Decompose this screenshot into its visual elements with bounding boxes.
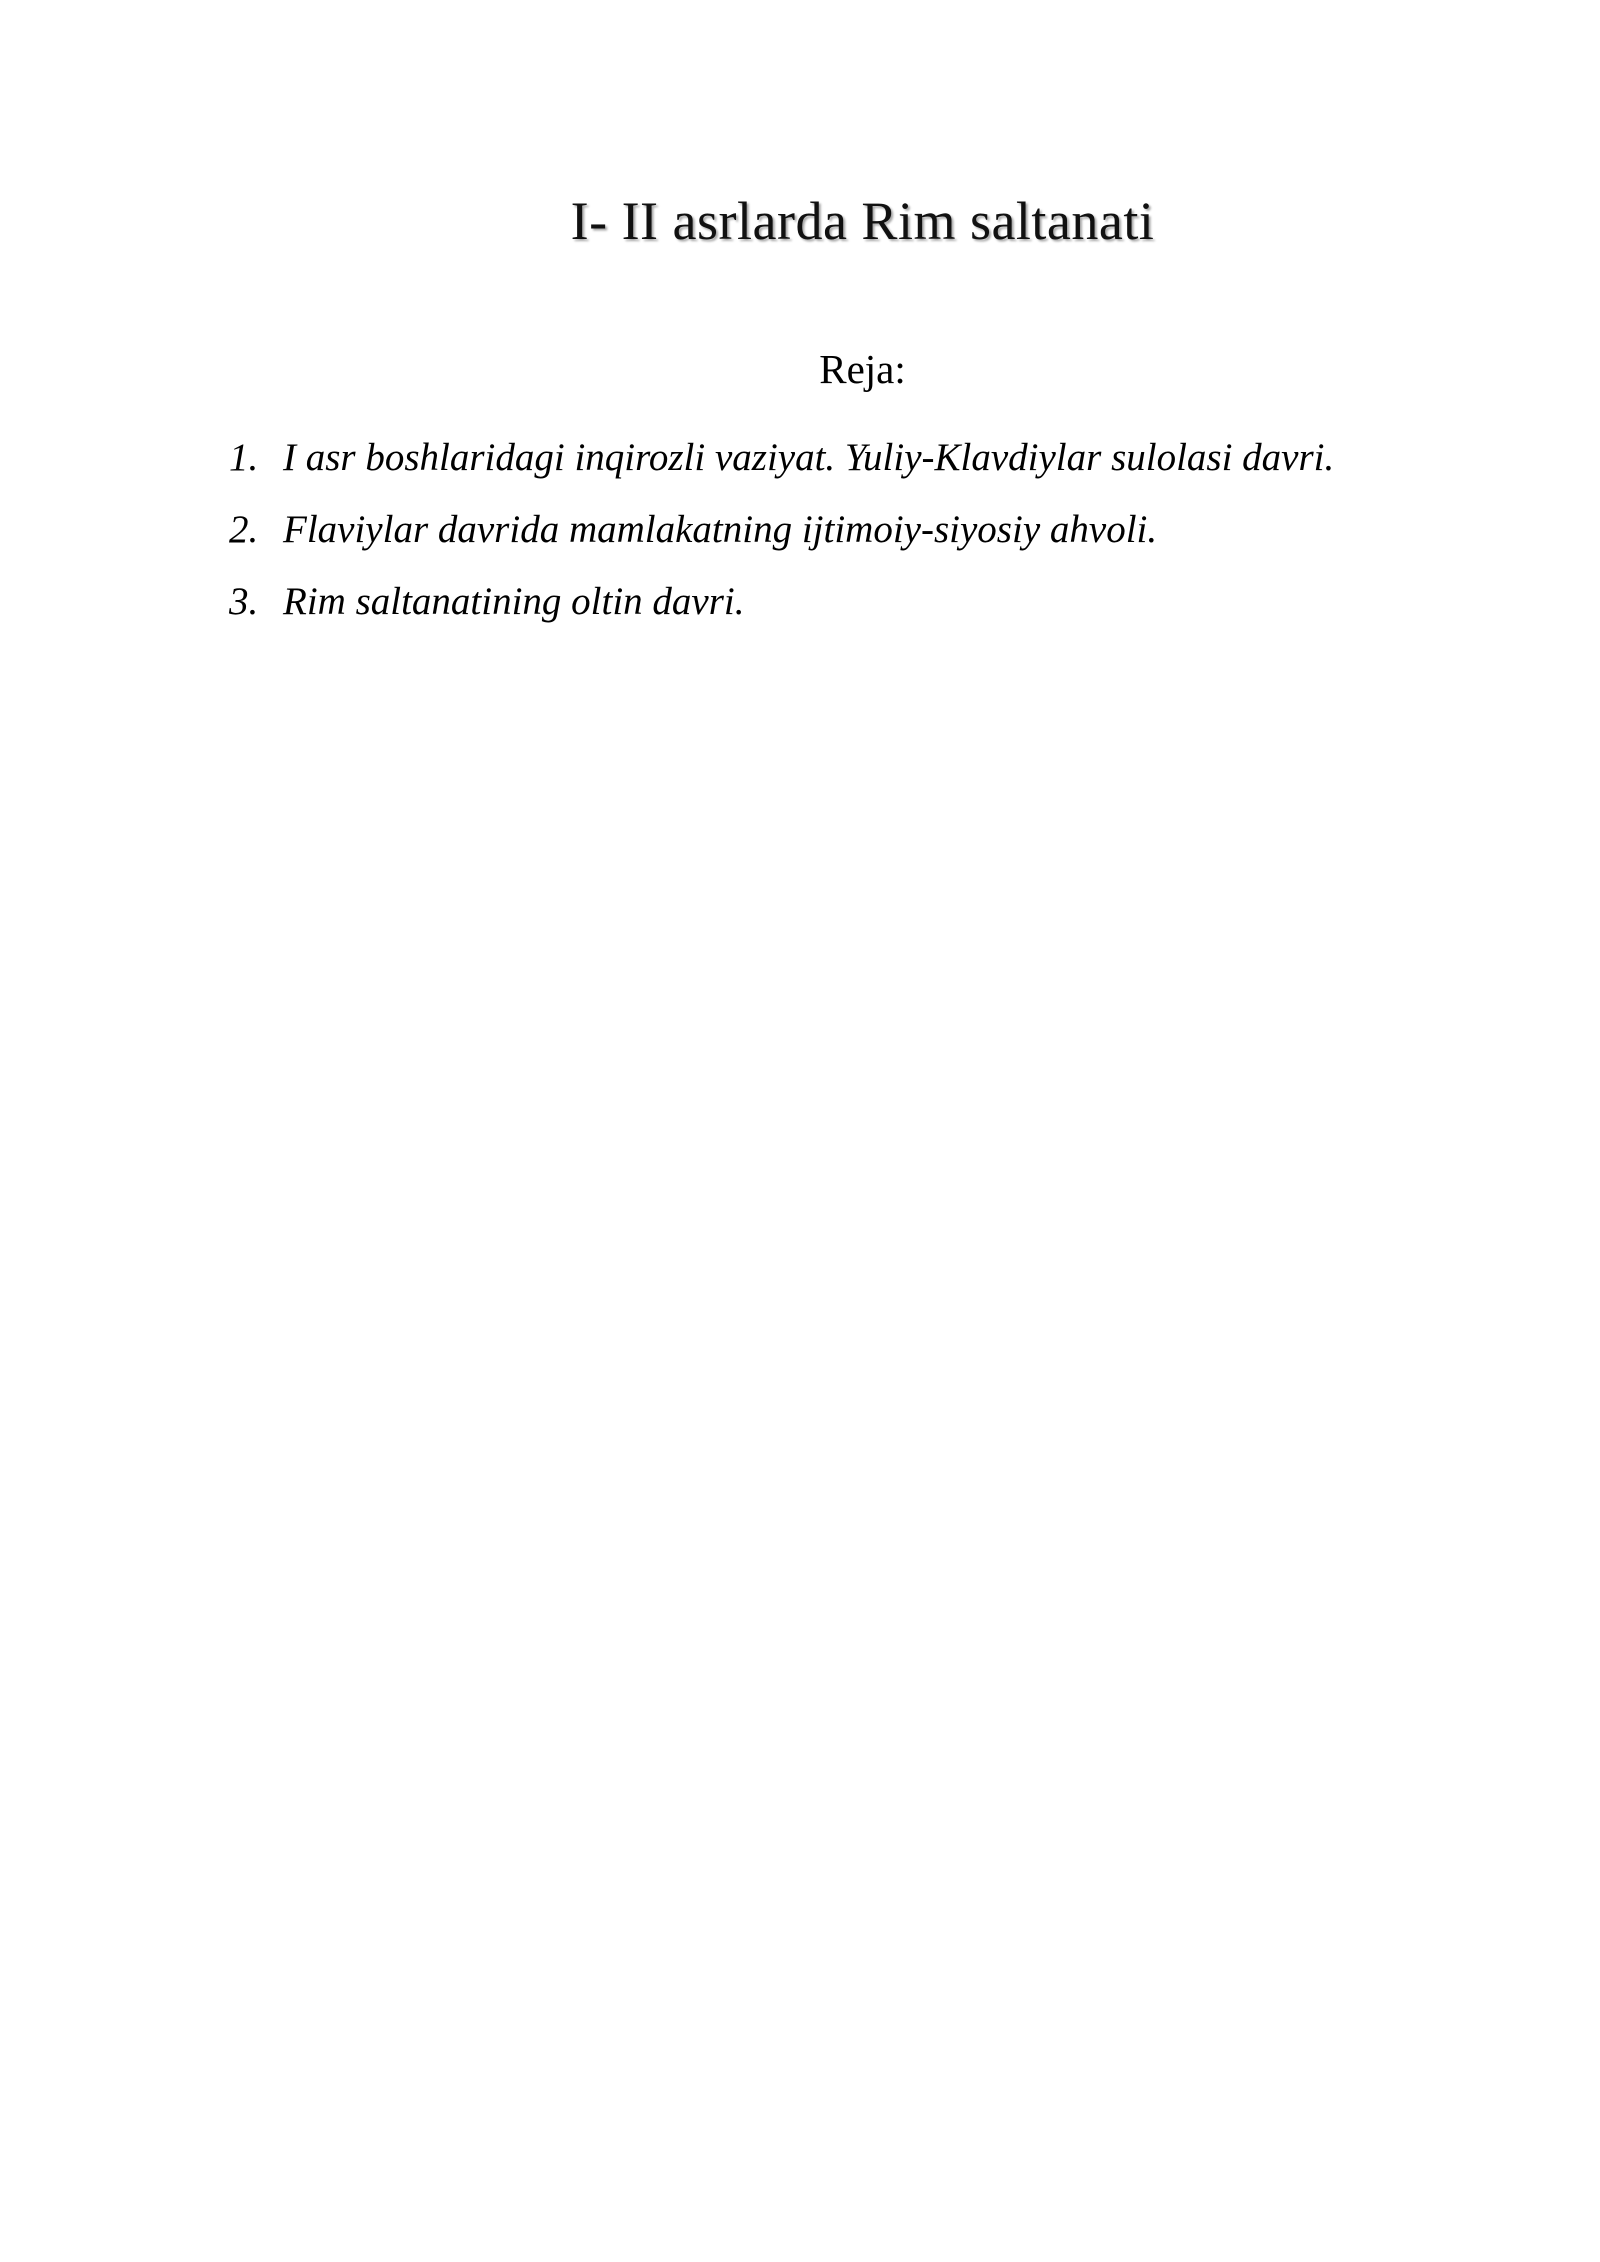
plan-item-number: 3. xyxy=(229,580,259,623)
plan-item-3 xyxy=(229,578,1529,626)
plan-item-text: Flaviylar davrida mamlakatning ijtimoiy-siyosiy ahvoli. xyxy=(283,508,1158,551)
plan-item-text: I asr boshlaridagi inqirozli vaziyat. Yuliy-Klavdiylar sulolasi davri. xyxy=(283,436,1335,479)
plan-item-number: 1. xyxy=(229,436,259,479)
plan-item-number: 2. xyxy=(229,508,259,551)
plan-list xyxy=(229,434,1529,650)
plan-heading: Reja: xyxy=(819,346,906,392)
plan-item-2 xyxy=(229,506,1529,554)
plan-item-text: Rim saltanatining oltin davri. xyxy=(283,580,745,623)
plan-item-1 xyxy=(229,434,1529,482)
page-title: I- II asrlarda Rim saltanati xyxy=(570,191,1155,251)
